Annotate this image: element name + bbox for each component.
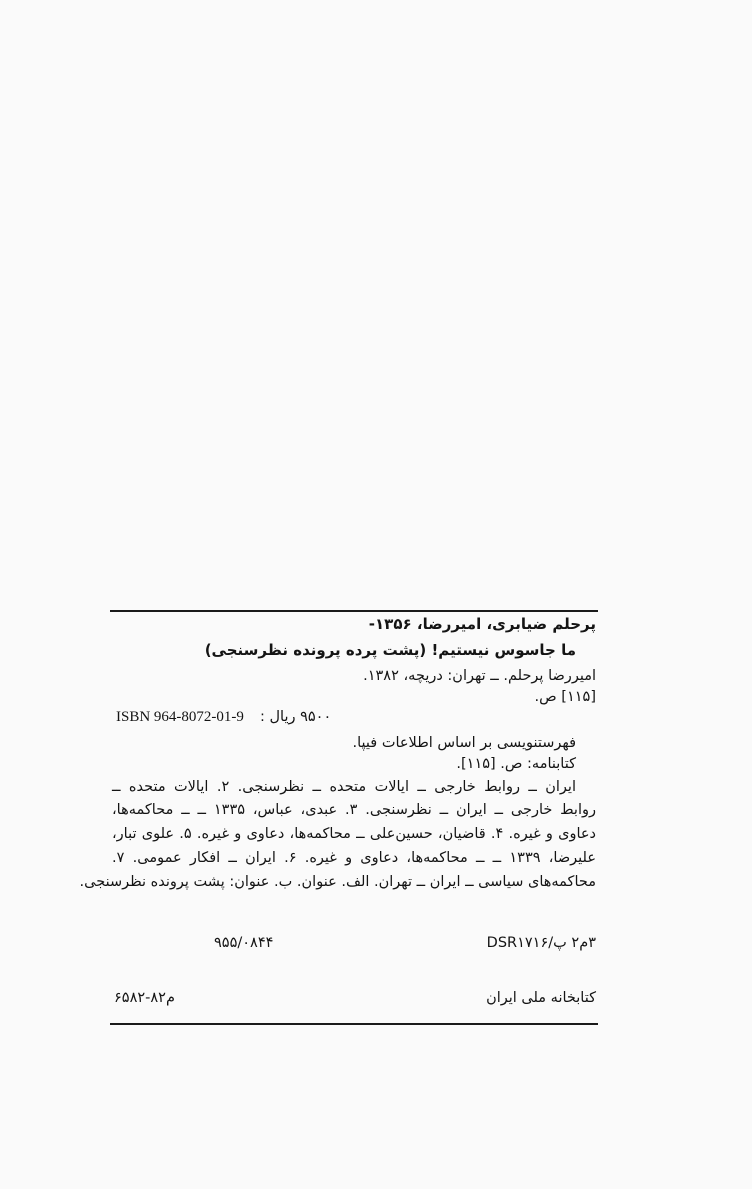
dewey-classification: ۹۵۵/۰۸۴۴ [214, 935, 274, 951]
isbn: ISBN 964-8072-01-9 [116, 709, 244, 725]
lc-classification: ۳م۲ پ/DSR۱۷۱۶ [486, 935, 596, 951]
price: ۹۵۰۰ ریال : [260, 709, 332, 725]
subject-line: روابط خارجی ــ ایران ــ نظرسنجی. ۳. عبدی، عباس، ۱۳۳۵ ــ ــ محاکمه‌ها، [112, 802, 596, 818]
record-number: م۸۲-۶۵۸۲ [114, 990, 175, 1006]
subject-line: محاکمه‌های سیاسی ــ ایران ــ تهران. الف. عنوان. ب. عنوان: پشت پرونده نظرسنجی. [79, 874, 596, 890]
subject-line: دعاوی و غیره. ۴. قاضیان، حسین‌علی ــ محاکمه‌ها، دعاوی و غیره. ۵. علوی تبار، [112, 826, 596, 842]
book-title: ما جاسوس نیستیم! (پشت پرده پرونده نظرسنجی) [204, 641, 576, 659]
top-rule [110, 610, 598, 612]
library-name: کتابخانه ملی ایران [486, 990, 596, 1006]
note-bibliography: کتابنامه: ص. [۱۱۵]. [456, 756, 576, 772]
author-heading: پرحلم ضیابری، امیررضا، ۱۳۵۶- [368, 615, 596, 633]
imprint: امیررضا پرحلم. ــ تهران: دریچه، ۱۳۸۲. [363, 668, 596, 684]
pages: [۱۱۵] ص. [534, 689, 596, 705]
note-fipa: فهرستنویسی بر اساس اطلاعات فیپا. [352, 735, 576, 751]
bottom-rule [110, 1023, 598, 1025]
subject-line: ایران ــ روابط خارجی ــ ایالات متحده ــ نظرسنجی. ۲. ایالات متحده ــ [112, 779, 576, 795]
subject-line: علیرضا، ۱۳۳۹ ــ ــ محاکمه‌ها، دعاوی و غیره. ۶. ایران ــ افکار عمومی. ۷. [112, 850, 596, 866]
